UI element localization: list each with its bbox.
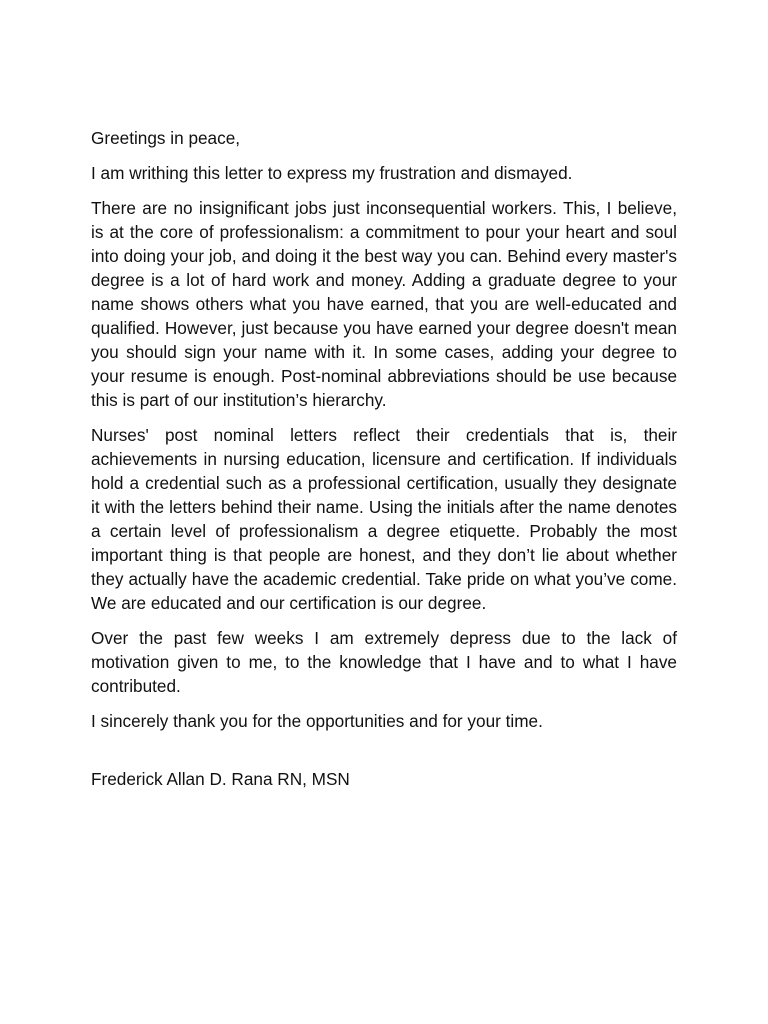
letter-paragraph-motivation: Over the past few weeks I am extremely depress due to the lack of motivation given to me, to the knowledge that I have and to what I have contributed.	[91, 628, 677, 696]
letter-greeting: Greetings in peace,	[91, 128, 241, 148]
letter-paragraph-credentials: Nurses' post nominal letters reflect their credentials that is, their achievements in nursing education, licensure and certification. If individuals hold a credential such as a professional certification, usually they designate it with the letters behind their name. Using the initials after the name denotes a certain level of professionalism a degree etiquette. Probably the most important thing is that people are honest, and they don’t lie about whether they actually have the academic credential. Take pride on what you’ve come. We are educated and our certification is our degree.	[91, 425, 677, 613]
letter-paragraph-intro: I am writhing this letter to express my frustration and dismayed.	[91, 163, 573, 183]
letter-paragraph-professionalism: There are no insignificant jobs just inconsequential workers. This, I believe, is at the core of professionalism: a commitment to pour your heart and soul into doing your job, and doing it the best way you can. Behind every master's degree is a lot of hard work and money. Adding a graduate degree to your name shows others what you have earned, that you are well-educated and qualified. However, just because you have earned your degree doesn't mean you should sign your name with it. In some cases, adding your degree to your resume is enough. Post-nominal abbreviations should be use because this is part of our institution’s hierarchy.	[91, 198, 677, 410]
letter-body	[91, 126, 677, 802]
letter-paragraph-thanks: I sincerely thank you for the opportunities and for your time.	[91, 711, 543, 731]
letter-signature: Frederick Allan D. Rana RN, MSN	[91, 769, 350, 789]
